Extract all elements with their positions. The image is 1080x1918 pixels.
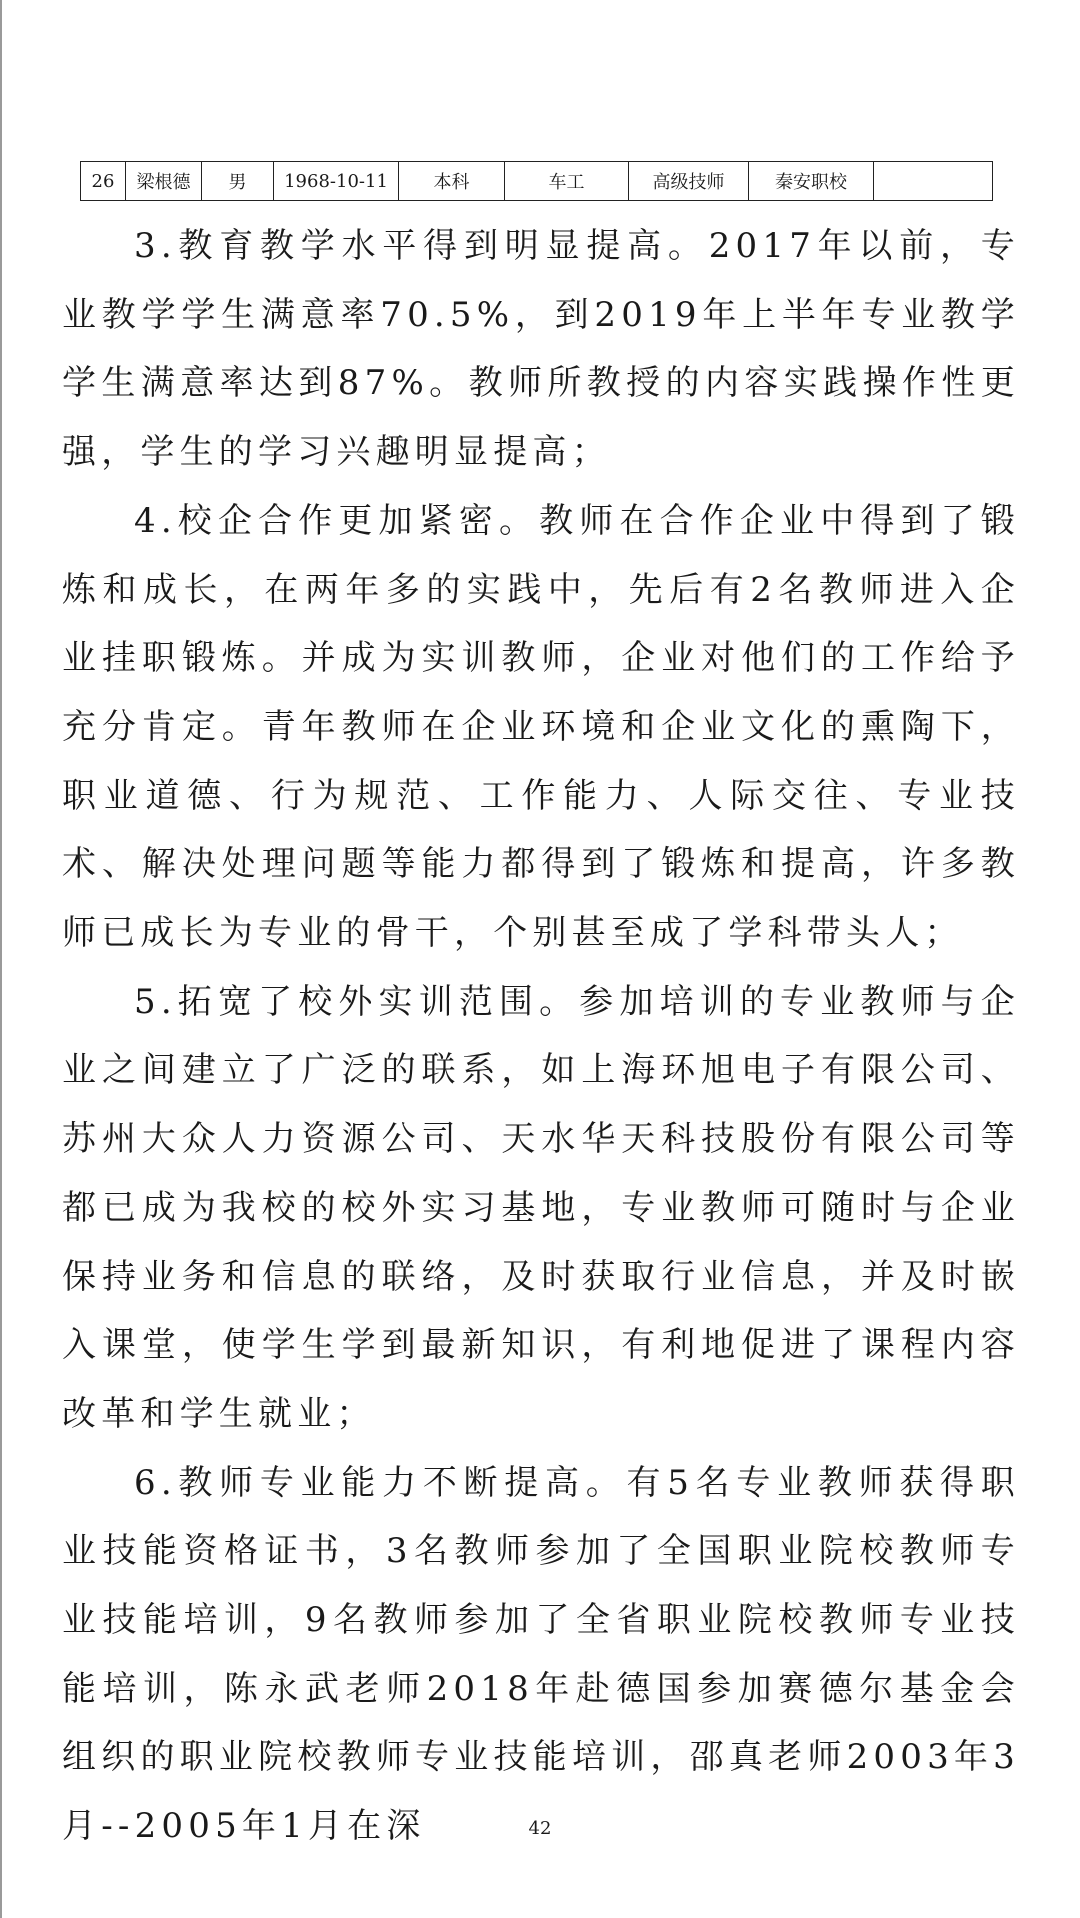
cell-name: 梁根德: [126, 162, 202, 201]
paragraph-school-enterprise-cooperation: 4.校企合作更加紧密。教师在合作企业中得到了锻炼和成长，在两年多的实践中，先后有2名教师进入企业挂职锻炼。并成为实训教师，企业对他们的工作给予充分肯定。青年教师在企业环境和企业文化的熏陶下，职业道德、行为规范、工作能力、人际交往、专业技术、解决处理问题等能力都得到了锻炼和提高，许多教师已成长为专业的骨干，个别甚至成了学科带头人；: [62, 500, 1020, 954]
paragraph-teacher-ability: 6.教师专业能力不断提高。有5名专业教师获得职业技能资格证书，3名教师参加了全国职业院校教师专业技能培训，9名教师参加了全省职业院校教师专业技能培训，陈永武老师2018年赴德国参加赛德尔基金会组织的职业院校教师专业技能培训，邵真老师2003年3月--2005年1月在深: [62, 1462, 1020, 1847]
body-text: [62, 212, 1020, 1861]
cell-skill-level: 高级技师: [629, 162, 749, 201]
cell-gender: 男: [202, 162, 274, 201]
cell-number: 26: [81, 162, 126, 201]
cell-trade: 车工: [505, 162, 629, 201]
page-edge: [0, 0, 2, 1918]
page-number: 42: [528, 1818, 552, 1839]
cell-education: 本科: [399, 162, 505, 201]
paragraph-teaching-quality: 3.教育教学水平得到明显提高。2017年以前，专业教学学生满意率70.5%，到2019年上半年专业教学学生满意率达到87%。教师所教授的内容实践操作性更强，学生的学习兴趣明显提高；: [62, 226, 1020, 473]
cell-remarks: [874, 162, 993, 201]
paragraph-external-training: 5.拓宽了校外实训范围。参加培训的专业教师与企业之间建立了广泛的联系，如上海环旭电子有限公司、苏州大众人力资源公司、天水华天科技股份有限公司等都已成为我校的校外实习基地，专业教师可随时与企业保持业务和信息的联络，及时获取行业信息，并及时嵌入课堂，使学生学到最新知识，有利地促进了课程内容改革和学生就业；: [62, 981, 1020, 1434]
cell-birthdate: 1968-10-11: [274, 162, 399, 201]
staff-table: [80, 161, 993, 201]
table-row: [81, 162, 993, 201]
cell-workplace: 秦安职校: [749, 162, 874, 201]
